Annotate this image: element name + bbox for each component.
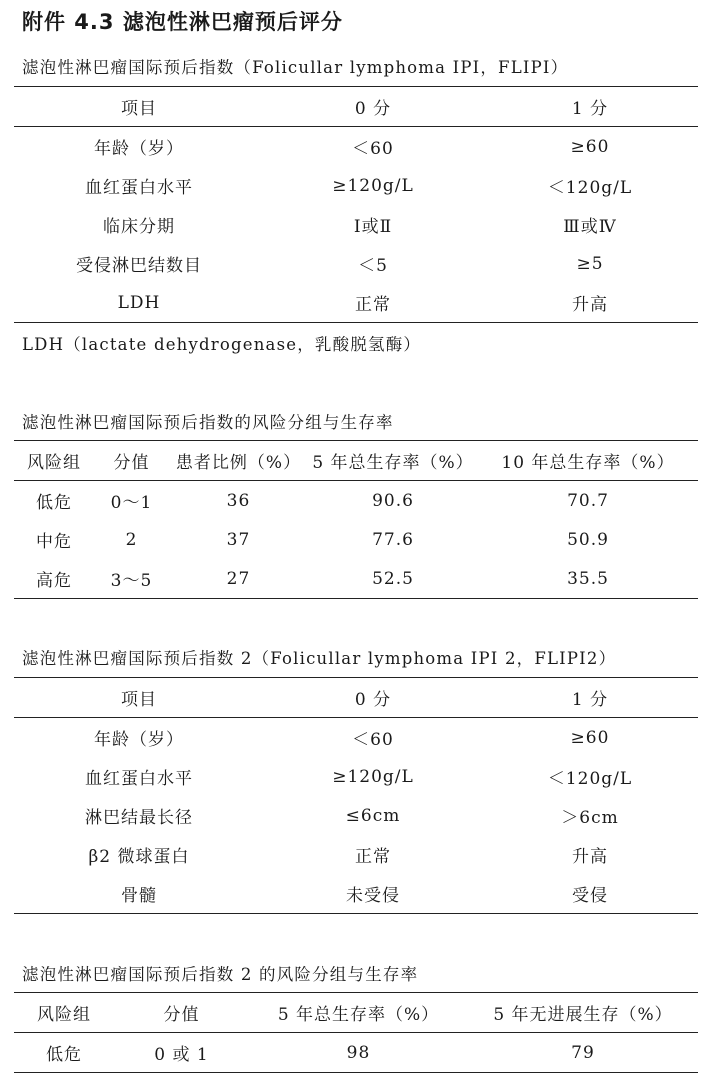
header-cell: 10 年总生存率（%） bbox=[478, 441, 698, 481]
flipi2-risk-caption: 滤泡性淋巴瘤国际预后指数 2 的风险分组与生存率 bbox=[22, 965, 419, 984]
header-cell: 5 年总生存率（%） bbox=[308, 441, 478, 481]
table-row bbox=[14, 283, 698, 323]
table-row bbox=[14, 874, 698, 914]
table-row bbox=[14, 1033, 698, 1073]
header-cell: 项目 bbox=[14, 87, 264, 127]
header-cell: 5 年无进展生存（%） bbox=[468, 993, 698, 1033]
table-header-row bbox=[14, 678, 698, 718]
table-cell: ＜5 bbox=[358, 256, 388, 276]
header-cell: 0 分 bbox=[264, 678, 482, 718]
table-cell: 正常 bbox=[355, 847, 391, 867]
table-row bbox=[14, 166, 698, 205]
table-cell: 77.6 bbox=[372, 529, 414, 550]
table-row bbox=[14, 718, 698, 758]
header-cell: 1 分 bbox=[482, 678, 698, 718]
table-header-row bbox=[14, 993, 698, 1033]
table-cell: ≥120g/L bbox=[332, 766, 414, 787]
header-cell: 风险组 bbox=[14, 441, 94, 481]
table-cell: 未受侵 bbox=[264, 874, 482, 914]
table-cell: 骨髓 bbox=[14, 874, 264, 914]
table-cell: 低危 bbox=[36, 493, 72, 513]
table-cell: 中危 bbox=[36, 532, 72, 552]
flipi2-caption: 滤泡性淋巴瘤国际预后指数 2（Folicullar lymphoma IPI 2，FLIPI2） bbox=[22, 649, 617, 668]
table-cell: 受侵 bbox=[482, 874, 698, 914]
table-cell: 27 bbox=[169, 559, 308, 599]
table-row bbox=[14, 520, 698, 559]
table-cell: 高危 bbox=[14, 559, 94, 599]
table-cell: 2 bbox=[125, 529, 138, 550]
table-cell: ＜120g/L bbox=[547, 178, 633, 198]
table-row bbox=[14, 481, 698, 521]
table-row bbox=[14, 127, 698, 167]
table-cell: 临床分期 bbox=[103, 217, 175, 237]
table-row bbox=[14, 559, 698, 599]
header-cell: 分值 bbox=[114, 993, 249, 1033]
table-cell: 升高 bbox=[482, 283, 698, 323]
table-cell: 90.6 bbox=[372, 490, 414, 511]
flipi2-table bbox=[14, 677, 698, 914]
table-cell: 正常 bbox=[264, 283, 482, 323]
table-cell: ≥60 bbox=[570, 727, 610, 748]
table-cell: 受侵淋巴结数目 bbox=[76, 256, 202, 276]
table-cell: Ⅰ或Ⅱ bbox=[353, 217, 393, 237]
flipi-risk-caption: 滤泡性淋巴瘤国际预后指数的风险分组与生存率 bbox=[22, 413, 394, 432]
table-cell: 低危 bbox=[14, 1033, 114, 1073]
flipi-caption: 滤泡性淋巴瘤国际预后指数（Folicullar lymphoma IPI，FLIPI） bbox=[22, 58, 569, 77]
table-cell: 70.7 bbox=[567, 490, 609, 511]
table-cell: ≥60 bbox=[570, 136, 610, 157]
table-cell: 98 bbox=[249, 1033, 468, 1073]
table-cell: ≥5 bbox=[576, 253, 604, 274]
table-cell: ≥120g/L bbox=[332, 175, 414, 196]
page-title: 附件 4.3 滤泡性淋巴瘤预后评分 bbox=[22, 10, 343, 34]
header-cell: 风险组 bbox=[14, 993, 114, 1033]
table-cell: 3～5 bbox=[94, 559, 169, 599]
header-cell: 5 年总生存率（%） bbox=[249, 993, 468, 1033]
table-header-row bbox=[14, 87, 698, 127]
table-cell: ＜60 bbox=[352, 139, 394, 159]
table-cell: 36 bbox=[226, 490, 251, 511]
header-cell: 1 分 bbox=[482, 87, 698, 127]
table-cell: 淋巴结最长径 bbox=[85, 808, 193, 828]
header-cell: 分值 bbox=[94, 441, 169, 481]
table-cell: 血红蛋白水平 bbox=[85, 769, 193, 789]
flipi-risk-table bbox=[14, 440, 698, 599]
header-cell: 患者比例（%） bbox=[169, 441, 308, 481]
table-cell: LDH bbox=[14, 283, 264, 323]
table-cell: 血红蛋白水平 bbox=[85, 178, 193, 198]
table-cell: β2 微球蛋白 bbox=[88, 847, 190, 867]
flipi2-risk-table bbox=[14, 992, 698, 1073]
flipi-note: LDH（lactate dehydrogenase，乳酸脱氢酶） bbox=[22, 335, 422, 354]
table-cell: ＜60 bbox=[352, 730, 394, 750]
table-row bbox=[14, 835, 698, 874]
table-row bbox=[14, 205, 698, 244]
table-cell: ＞6cm bbox=[561, 808, 619, 828]
table-row bbox=[14, 796, 698, 835]
table-row bbox=[14, 244, 698, 283]
header-cell: 项目 bbox=[14, 678, 264, 718]
table-cell: 0 或 1 bbox=[114, 1033, 249, 1073]
table-header-row bbox=[14, 441, 698, 481]
table-cell: 年龄（岁） bbox=[94, 730, 184, 750]
table-cell: 年龄（岁） bbox=[94, 139, 184, 159]
table-cell: 升高 bbox=[572, 847, 608, 867]
table-cell: ≤6cm bbox=[345, 805, 401, 826]
table-cell: 0～1 bbox=[110, 493, 153, 513]
flipi-table bbox=[14, 86, 698, 323]
table-cell: 50.9 bbox=[567, 529, 609, 550]
table-cell: 52.5 bbox=[308, 559, 478, 599]
table-cell: Ⅲ或Ⅳ bbox=[563, 217, 617, 237]
table-cell: ＜120g/L bbox=[547, 769, 633, 789]
table-row bbox=[14, 757, 698, 796]
table-cell: 37 bbox=[226, 529, 251, 550]
header-cell: 0 分 bbox=[264, 87, 482, 127]
table-cell: 35.5 bbox=[478, 559, 698, 599]
table-cell: 79 bbox=[468, 1033, 698, 1073]
